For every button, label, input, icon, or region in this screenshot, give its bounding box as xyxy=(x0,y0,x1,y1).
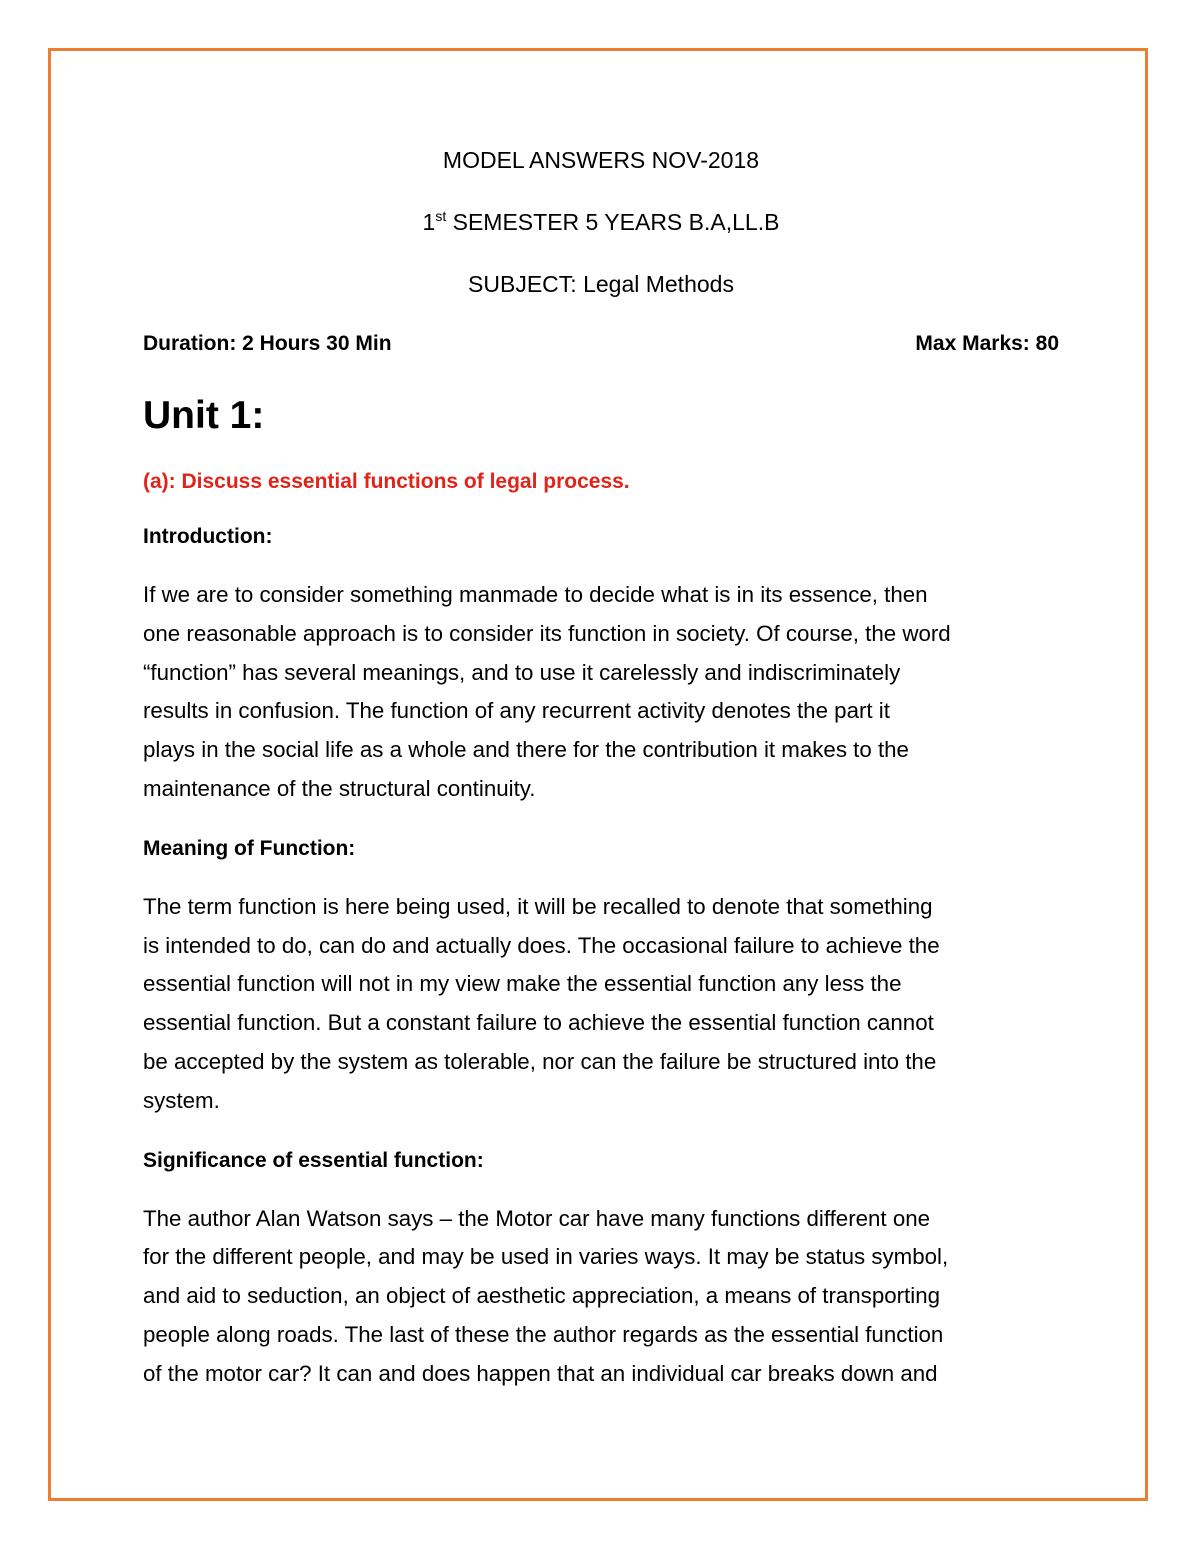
paragraph-line: is intended to do, can do and actually does. The occasional failure to achieve the xyxy=(143,932,940,958)
paragraph-line: essential function will not in my view make the essential function any less the xyxy=(143,971,902,997)
paragraph-line: essential function. But a constant failure to achieve the essential function cannot xyxy=(143,1010,934,1036)
paragraph-line: people along roads. The last of these the author regards as the essential function xyxy=(143,1321,944,1347)
paragraph-line: If we are to consider something manmade to decide what is in its essence, then xyxy=(143,582,928,607)
paragraph-line: be accepted by the system as tolerable, nor can the failure be structured into the xyxy=(143,1048,937,1074)
section-body-introduction xyxy=(143,576,1059,809)
paragraph-line: one reasonable approach is to consider its function in society. Of course, the word xyxy=(143,620,951,646)
section-heading-significance: Significance of essential function: xyxy=(143,1148,484,1172)
paragraph-line: of the motor car? It can and does happen that an individual car breaks down and xyxy=(143,1360,938,1386)
exam-info-row xyxy=(143,326,1059,362)
max-marks-label: Max Marks: 80 xyxy=(915,332,1059,355)
section-heading-meaning: Meaning of Function: xyxy=(143,836,356,860)
paragraph-line: “function” has several meanings, and to use it carelessly and indiscriminately xyxy=(143,659,901,685)
paragraph-line: system. xyxy=(143,1087,220,1113)
document-content xyxy=(143,140,1059,1394)
question-heading: (a): Discuss essential functions of legal process. xyxy=(143,470,630,493)
section-body-meaning xyxy=(143,888,1059,1121)
paragraph-line: The term function is here being used, it will be recalled to denote that something xyxy=(143,893,933,919)
subject-line: SUBJECT: Legal Methods xyxy=(468,271,734,297)
document-title: MODEL ANSWERS NOV-2018 xyxy=(442,147,760,173)
paragraph-line: plays in the social life as a whole and there for the contribution it makes to the xyxy=(143,737,909,763)
paragraph-line: for the different people, and may be used in varies ways. It may be status symbol, xyxy=(143,1244,949,1270)
section-body-significance xyxy=(143,1200,1059,1394)
unit-heading: Unit 1: xyxy=(143,394,265,437)
semester-line xyxy=(143,202,1059,242)
paragraph-line: maintenance of the structural continuity. xyxy=(143,775,536,801)
semester-suffix: st xyxy=(435,208,447,224)
paragraph-line: The author Alan Watson says – the Motor car have many functions different one xyxy=(143,1205,931,1231)
semester-text: SEMESTER 5 YEARS B.A,LL.B xyxy=(446,209,780,235)
semester-number: 1 xyxy=(422,209,436,235)
duration-label: Duration: 2 Hours 30 Min xyxy=(143,332,392,355)
paragraph-line: results in confusion. The function of any recurrent activity denotes the part it xyxy=(143,698,890,724)
paragraph-line: and aid to seduction, an object of aesthetic appreciation, a means of transporting xyxy=(143,1283,941,1309)
section-heading-introduction: Introduction: xyxy=(143,525,273,548)
